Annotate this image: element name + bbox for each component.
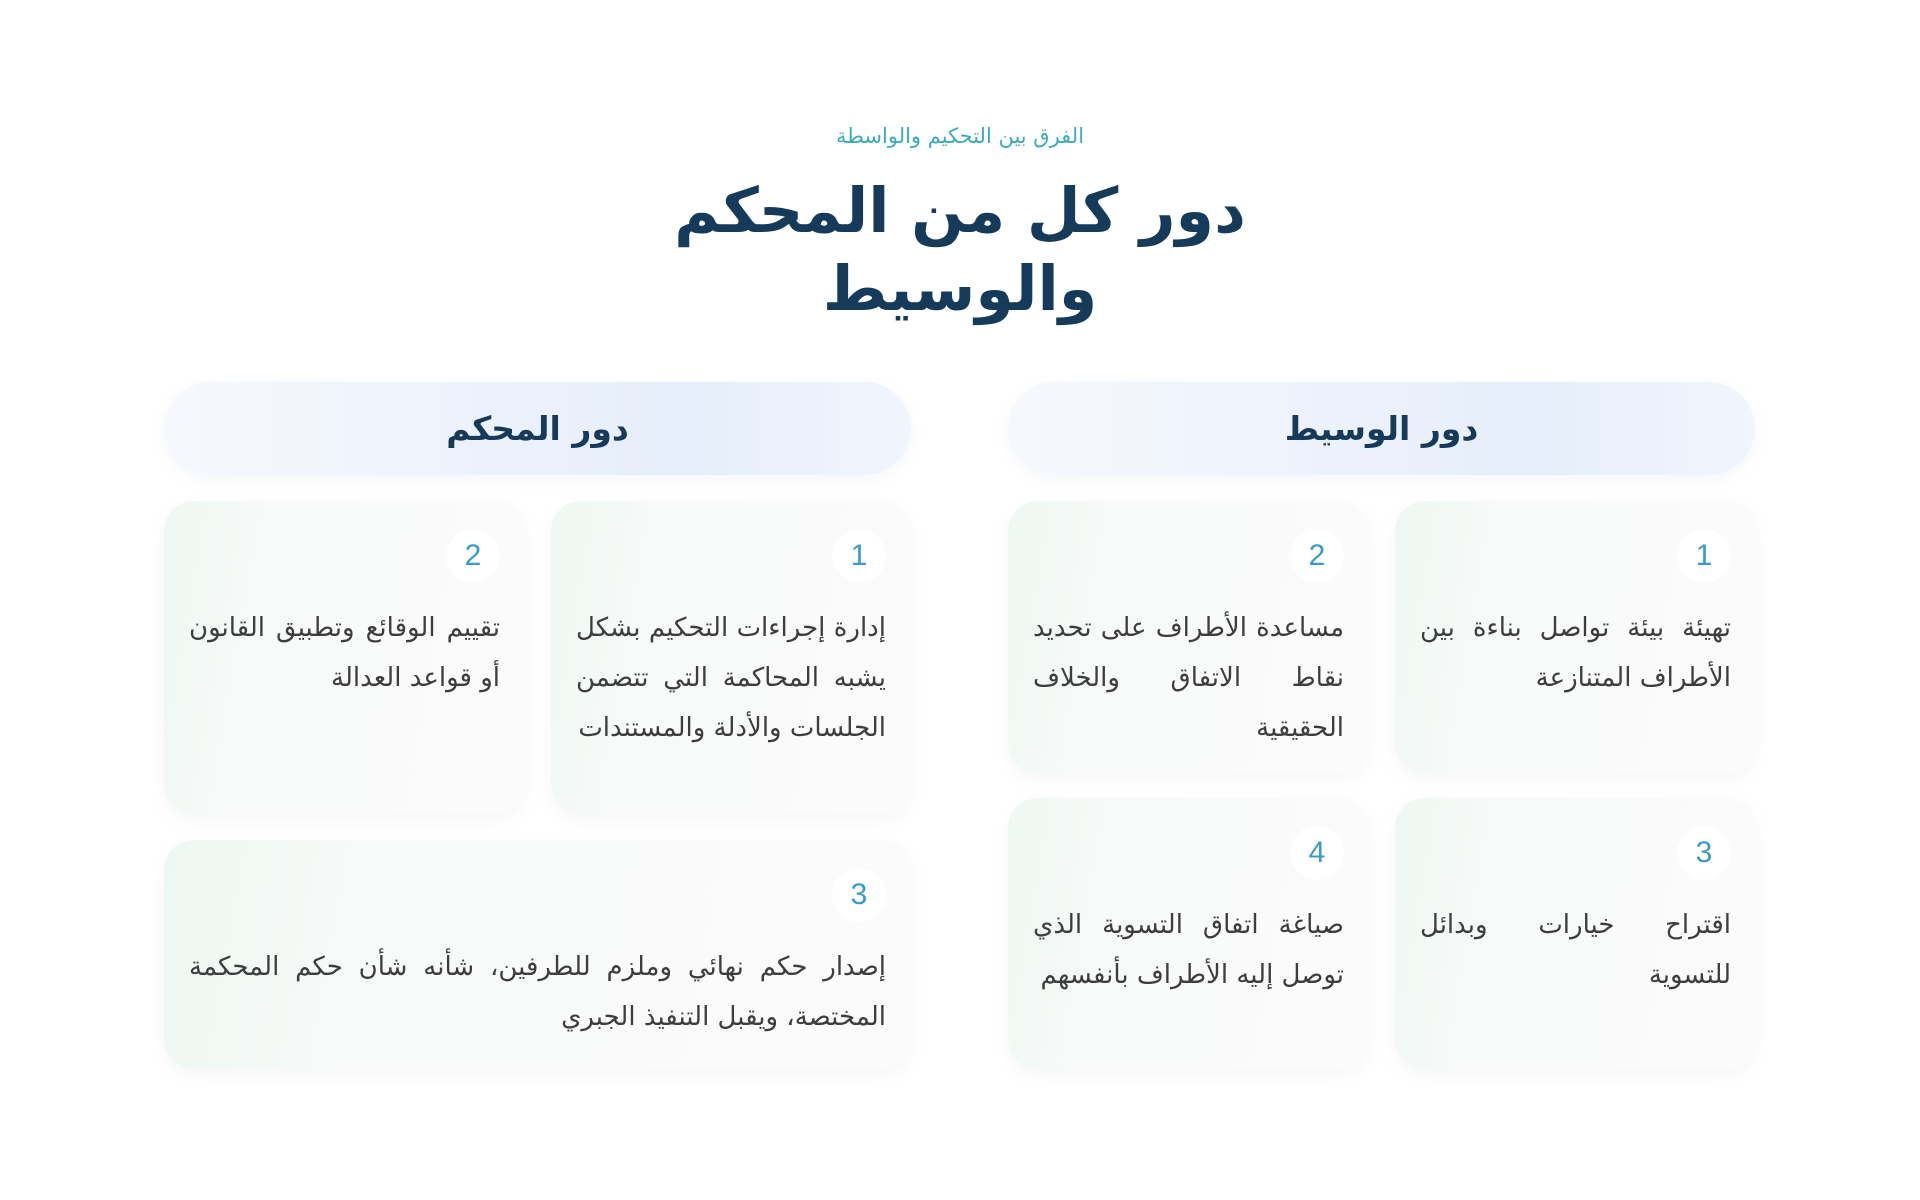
- mediator-card-4: [1008, 798, 1369, 1069]
- arbitrator-card-3: [164, 840, 911, 1069]
- section-subtitle: الفرق بين التحكيم والواسطة: [0, 124, 1920, 148]
- step-number-badge: 4: [1290, 826, 1344, 880]
- card-text: إصدار حكم نهائي وملزم للطرفين، شأنه شأن حكم المحكمة المختصة، ويقبل التنفيذ الجبري: [189, 952, 886, 1032]
- step-number-badge: 1: [1677, 529, 1731, 583]
- card-text: تهيئة بيئة تواصل بناءة بين الأطراف المتنازعة: [1420, 613, 1731, 693]
- mediator-card-3: [1395, 798, 1756, 1069]
- step-number-badge: 3: [1677, 826, 1731, 880]
- title-line-2: والوسيط: [822, 252, 1098, 325]
- card-text: إدارة إجراءات التحكيم بشكل يشبه المحاكمة التي تتضمن الجلسات والأدلة والمستندات: [576, 613, 886, 743]
- arbitrator-heading: دور المحكم: [164, 382, 911, 475]
- card-text: مساعدة الأطراف على تحديد نقاط الاتفاق والخلاف الحقيقية: [1033, 613, 1344, 743]
- arbitrator-card-2: [164, 501, 525, 814]
- step-number-badge: 2: [1290, 529, 1344, 583]
- mediator-card-2: [1008, 501, 1369, 773]
- card-text: صياغة اتفاق التسوية الذي توصل إليه الأطراف بأنفسهم: [1033, 910, 1344, 990]
- step-number-badge: 3: [832, 868, 886, 922]
- arbitrator-card-1: [551, 501, 911, 814]
- mediator-card-1: [1395, 501, 1756, 773]
- page-title: [0, 172, 1920, 328]
- title-line-1: دور كل من المحكم: [674, 174, 1246, 247]
- step-number-badge: 2: [446, 529, 500, 583]
- mediator-heading: دور الوسيط: [1008, 382, 1755, 475]
- card-text: اقتراح خيارات وبدائل للتسوية: [1420, 910, 1731, 990]
- card-text: تقييم الوقائع وتطبيق القانون أو قواعد العدالة: [189, 613, 500, 693]
- step-number-badge: 1: [832, 529, 886, 583]
